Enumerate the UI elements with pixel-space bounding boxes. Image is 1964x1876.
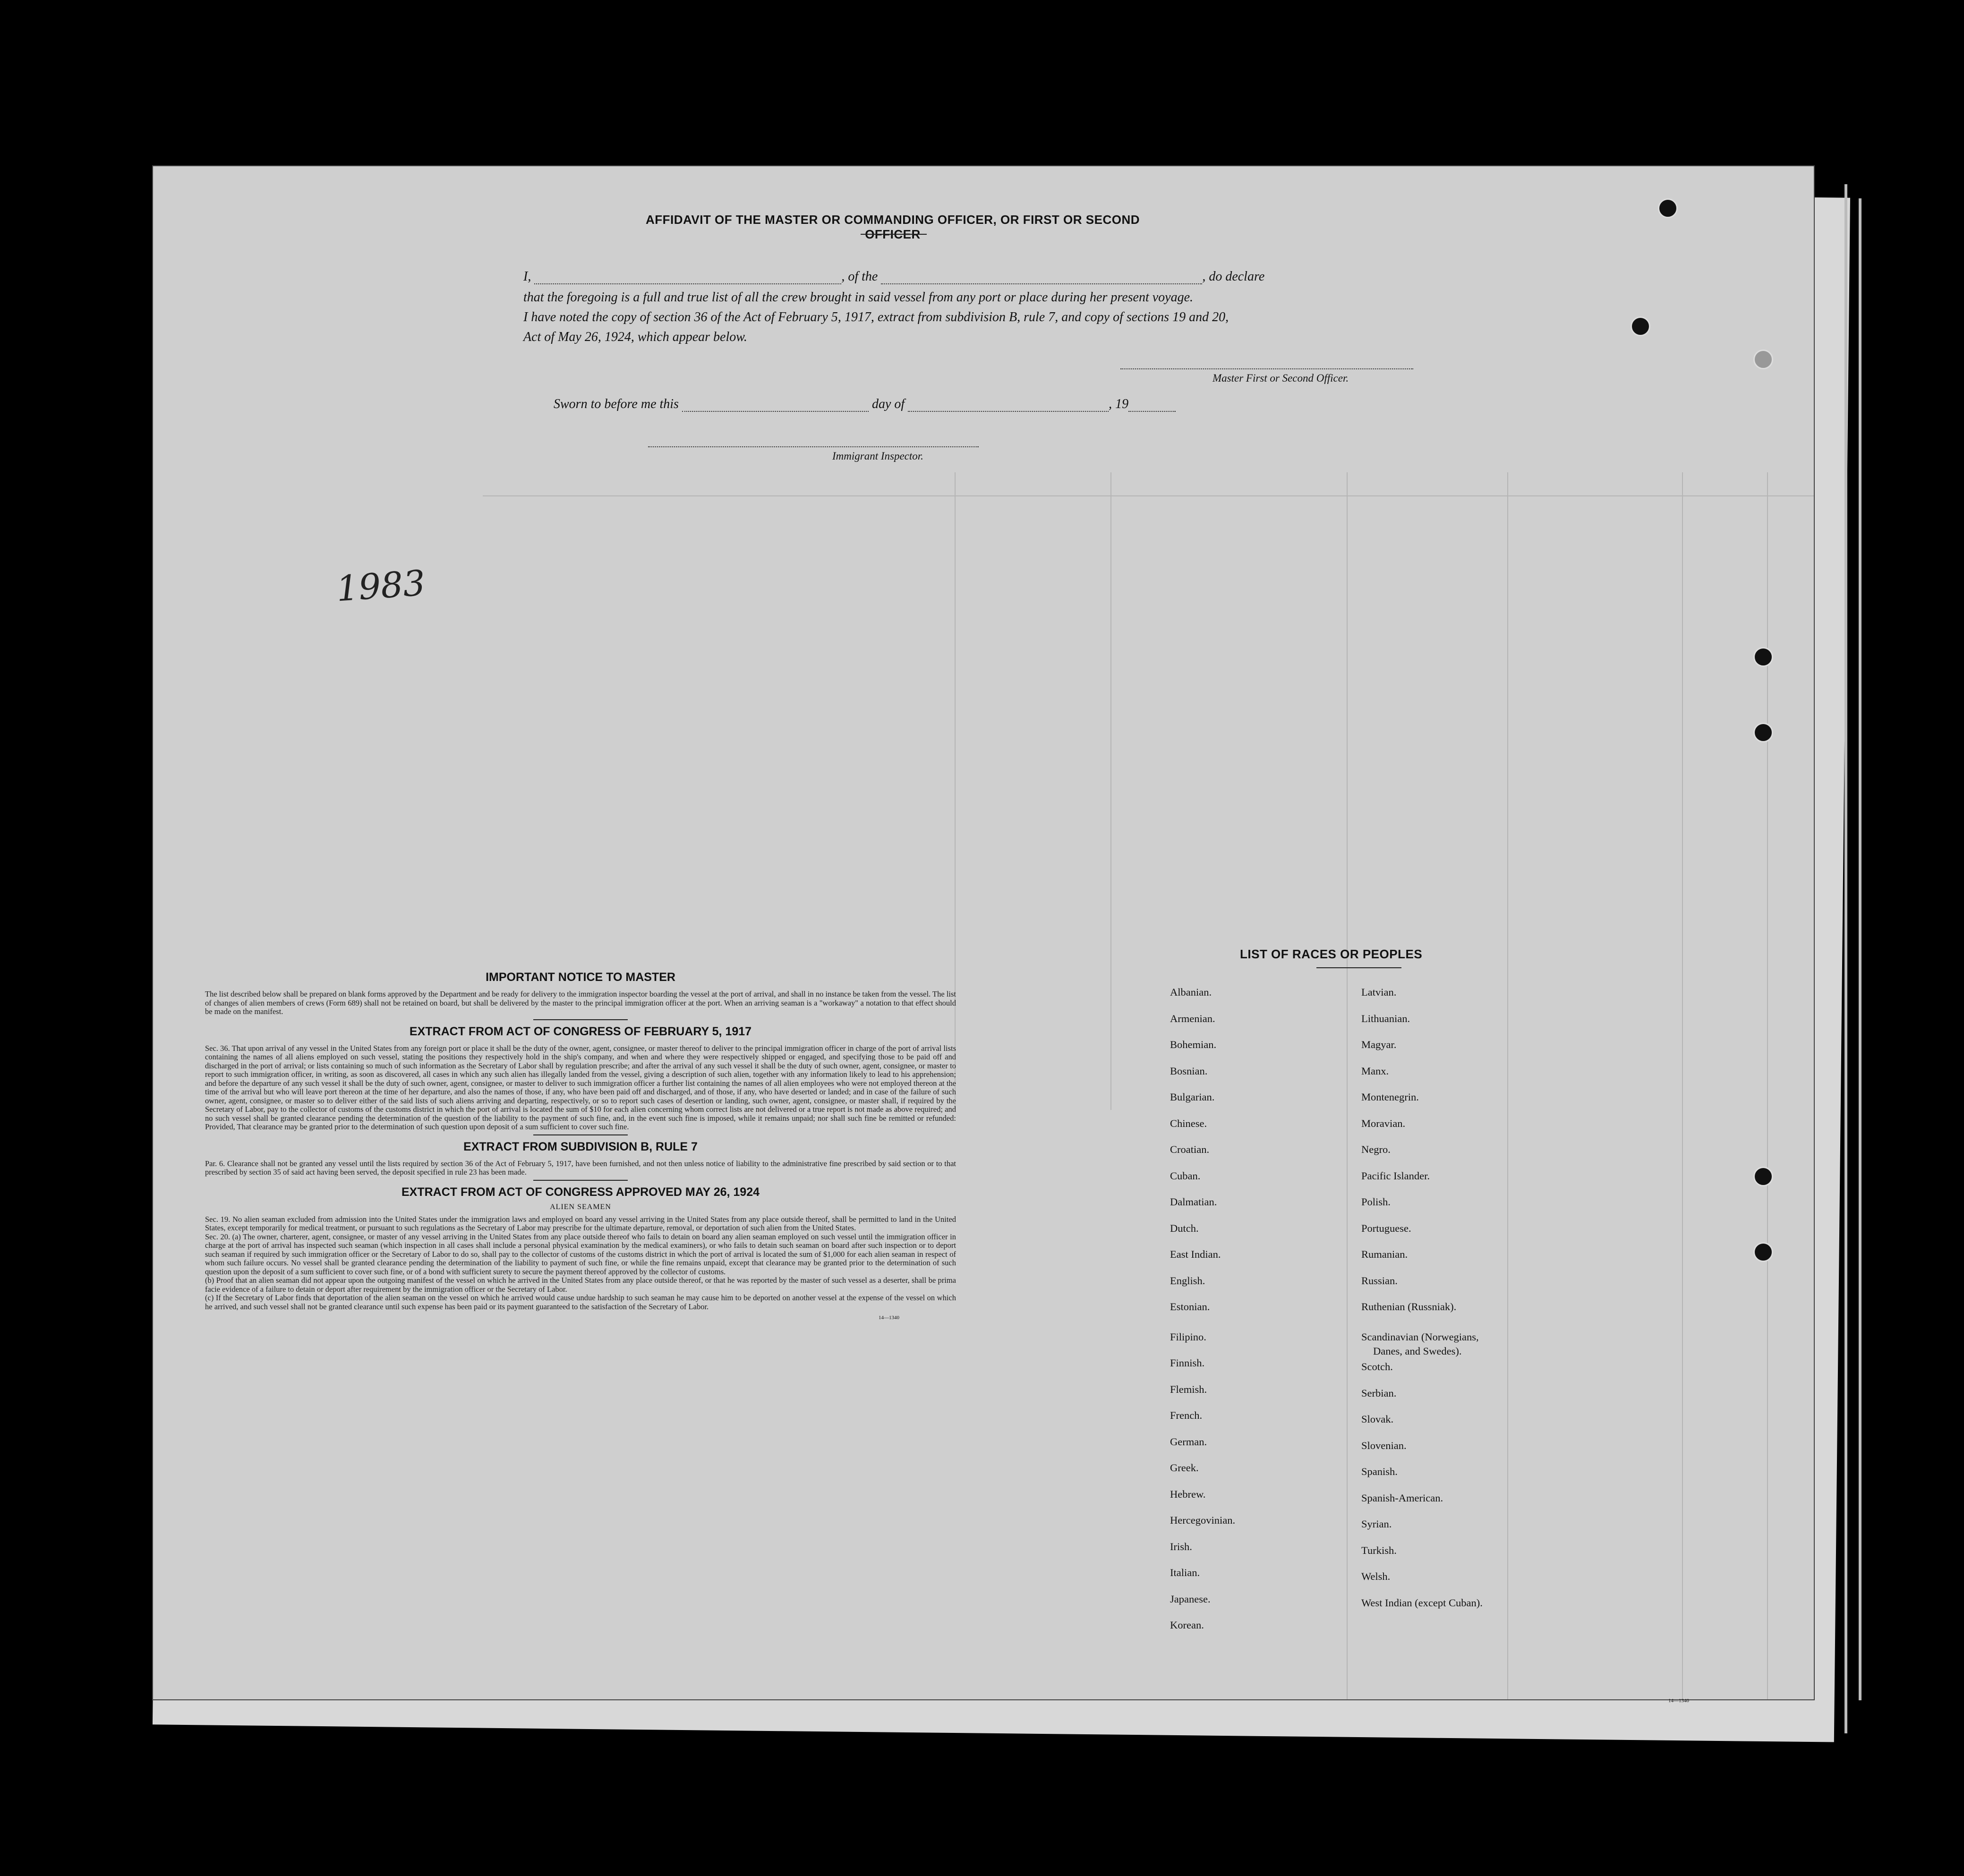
race-item: Moravian.: [1361, 1117, 1406, 1129]
sworn-year-blank[interactable]: [1128, 401, 1176, 412]
sworn-year: , 19: [1109, 397, 1129, 411]
master-signature-line[interactable]: [1120, 368, 1413, 369]
sworn-prefix: Sworn to before me this: [554, 397, 679, 411]
race-item: Rumanian.: [1361, 1248, 1408, 1260]
race-item: Syrian.: [1361, 1518, 1392, 1530]
race-item: Slovak.: [1361, 1413, 1394, 1425]
race-item: Magyar.: [1361, 1039, 1397, 1050]
divider: [861, 234, 927, 235]
race-item: Chinese.: [1170, 1117, 1207, 1129]
punch-hole: [1631, 316, 1650, 336]
race-item: Hercegovinian.: [1170, 1514, 1236, 1526]
notice-title: IMPORTANT NOTICE TO MASTER: [486, 971, 675, 984]
affidavit-line-3: I have noted the copy of section 36 of the Act of February 5, 1917, extract from subdivision B, rule 7, and copy of sections 19 and 20,: [523, 310, 1229, 324]
punch-hole: [1753, 723, 1773, 742]
race-item: Turkish.: [1361, 1544, 1397, 1556]
race-item: Croatian.: [1170, 1143, 1210, 1155]
race-item: Dalmatian.: [1170, 1196, 1217, 1208]
divider: [1316, 967, 1401, 968]
race-item: Korean.: [1170, 1619, 1204, 1631]
race-item: Bosnian.: [1170, 1065, 1208, 1077]
sworn-day: day of: [871, 397, 905, 411]
race-item: Italian.: [1170, 1567, 1200, 1578]
sworn-line: [554, 397, 1176, 412]
sworn-date-blank[interactable]: [682, 401, 869, 412]
race-item: East Indian.: [1170, 1248, 1221, 1260]
race-item: Flemish.: [1170, 1383, 1207, 1395]
race-item: West Indian (except Cuban).: [1361, 1596, 1483, 1609]
races-title: LIST OF RACES OR PEOPLES: [1240, 947, 1423, 961]
divider: [533, 1134, 628, 1135]
form-number: 14—1340: [1668, 1698, 1689, 1704]
rule7-text: Par. 6. Clearance shall not be granted any vessel until the lists required by section 36 of the Act of February 5, 1917, have been furnished, and not then unless notice of liability to the administrative fine prescribed by said section or to that prescribed by section 35 of said act having been served, the deposit specified in rule 23 has been made.: [205, 1159, 956, 1177]
affidavit-line-2: that the foregoing is a full and true list of all the crew brought in said vessel from any port or place during her present voyage.: [523, 290, 1194, 305]
race-item: French.: [1170, 1409, 1203, 1421]
race-item: Scotch.: [1361, 1361, 1393, 1373]
sec20b-text: (b) Proof that an alien seaman did not appear upon the outgoing manifest of the vessel on which he arrived in the United States from any place outside thereof, or that he was reported by the master of such vessel as a deserter, shall be prima facie evidence of a failure to detain or deport after requirement by the immigration officer or the Secretary of Labor.: [205, 1276, 956, 1294]
race-item: German.: [1170, 1435, 1207, 1448]
race-item: Welsh.: [1361, 1570, 1391, 1582]
inspector-signature-line[interactable]: [648, 446, 979, 447]
handwritten-number: 1983: [335, 563, 427, 610]
sworn-month-blank[interactable]: [908, 401, 1109, 412]
page-edge: [1859, 198, 1862, 1700]
affidavit-i: I,: [523, 269, 531, 284]
race-item: Greek.: [1170, 1462, 1199, 1474]
divider: [533, 1019, 628, 1020]
race-item: Spanish-American.: [1361, 1492, 1443, 1504]
race-item: English.: [1170, 1274, 1205, 1287]
vessel-blank[interactable]: [881, 274, 1202, 284]
sec20c-text: (c) If the Secretary of Labor finds that deportation of the alien seaman on the vessel on which he arrived would cause undue hardship to such seaman he may cause him to be deported on another vessel at the expense of the vessel on which he arrived, and such vessel shall not be granted clearance until such expense has been paid or its payment guaranteed to the satisfaction of the Secretary of Labor.: [205, 1293, 956, 1311]
affidavit-of-the: , of the: [841, 269, 878, 284]
race-item: Albanian.: [1170, 986, 1212, 998]
race-item: Filipino.: [1170, 1330, 1206, 1343]
race-item: Russian.: [1361, 1274, 1398, 1287]
race-item: Serbian.: [1361, 1387, 1397, 1399]
extract-1924-title: EXTRACT FROM ACT OF CONGRESS APPROVED MAY 26, 1924: [401, 1185, 760, 1199]
sec19-text: Sec. 19. No alien seaman excluded from admission into the United States under the immigration laws and employed on board any vessel arriving in the United States from any place outside thereof, shall be permitted to land in the United States, except temporarily for medical treatment, or pursuant to such regulations as the Secretary of Labor may prescribe for the ultimate departure, removal, or deportation of such alien from the United States.: [205, 1214, 956, 1232]
race-item: Latvian.: [1361, 986, 1397, 998]
race-item: Irish.: [1170, 1540, 1192, 1552]
race-item: Bohemian.: [1170, 1039, 1217, 1050]
notice-text: The list described below shall be prepared on blank forms approved by the Department and be ready for delivery to the immigration inspector boarding the vessel at the port of arrival, and shall in no instance be taken from the vessel. The list of changes of alien members of crews (Form 689) shall not be retained on board, but shall be delivered by the master to the principal immigration officer at the port. When an arriving seaman is a "workaway" a notation to that effect should be made on the manifest.: [205, 989, 956, 1016]
divider: [533, 1180, 628, 1181]
extract-1917-title: EXTRACT FROM ACT OF CONGRESS OF FEBRUARY 5, 1917: [409, 1024, 752, 1038]
race-item: Estonian.: [1170, 1301, 1210, 1313]
affidavit-title: AFFIDAVIT OF THE MASTER OR COMMANDING OFFICER, OR FIRST OR SECOND OFFICER: [646, 213, 1140, 241]
races-left-column: [1170, 986, 1235, 1646]
extract-1917-text: Sec. 36. That upon arrival of any vessel in the United States from any foreign port or place it shall be the duty of the owner, agent, consignee, or master thereof to deliver to the principal immigration officer in charge of the port of arrival lists containing the names of all aliens employed on such vessel, stating the positions they respectively hold in the ship's company, and when and where they were respectively shipped or engaged, and specifying those to be paid off and discharged in the port of arrival; or lists containing so much of such information as the Secretary of Labor shall by regulation prescribe; and after the arrival of any such vessel it shall be the duty of such owner, agent, consignee, or master to report to such immigration officer, in writing, as soon as discovered, all cases in which any such alien has illegally landed from the vessel, giving a description of such alien, together with any information likely to lead to his apprehension; and before the departure of any such vessel it shall be the duty of such owner, agent, consignee, or master to deliver to such immigration officer a further list containing the names of all alien employees who were not employed thereon at the time of the arrival but who will leave port thereon at the time of her departure, and also the names of those, if any, who have been paid off and discharged, and of those, if any, who have deserted or landed; and in case of the failure of such owner, agent, consignee, or master so to deliver either of the said lists of such aliens arriving and departing, respectively, or so to report such cases of desertion or landing, such owner, agent, consignee, or master shall, if required by the Secretary of Labor, pay to the collector of customs of the customs district in which the port of arrival is located the sum of $10 for each alien concerning whom correct lists are not delivered or a true report is not made as above required; and no such vessel shall be granted clearance pending the determination of the question of the liability to the payment of such fine, and, in the event such fine is imposed, while it remains unpaid; nor shall such fine be remitted or refunded: Provided, That clearance may be granted prior to the determination of such question upon deposit of a sum sufficient to cover such fine.: [205, 1043, 956, 1131]
form-number: 14—1340: [879, 1315, 899, 1321]
race-item: Portuguese.: [1361, 1222, 1411, 1234]
race-item: Slovenian.: [1361, 1439, 1407, 1451]
affidavit-declare: , do declare: [1202, 269, 1265, 284]
document-page: [152, 165, 1815, 1704]
race-item: Polish.: [1361, 1196, 1391, 1208]
race-item: Ruthenian (Russniak).: [1361, 1301, 1457, 1313]
sec20a-text: Sec. 20. (a) The owner, charterer, agent, consignee, or master of any vessel arriving in the United States from any place outside thereof who fails to detain on board any alien seaman employed on such vessel until the immigration officer in charge at the port of arrival has inspected such seaman (which inspection in all cases shall include a personal physical examination by the medical examiners), or who fails to detain such seaman on board after such inspection or to deport such seaman if required by such immigration officer or the Secretary of Labor to do so, shall pay to the collector of customs of the customs district in which the port of arrival is located the sum of $1,000 for each alien seaman in respect of whom such failure occurs. No vessel shall be granted clearance pending the determination of the liability to payment of such fine, or while the fine remains unpaid, except that clearance may be granted prior to the determination of such question upon the deposit of a sum sufficient to cover such fine, or of a bond with sufficient surety to secure the payment thereof approved by the collector of customs.: [205, 1232, 956, 1276]
master-label: Master First or Second Officer.: [1213, 372, 1349, 384]
race-item: Hebrew.: [1170, 1488, 1206, 1500]
notice-section: [205, 971, 956, 1321]
punch-hole: [1658, 198, 1678, 218]
race-item: Pacific Islander.: [1361, 1169, 1430, 1182]
alien-seamen-subtitle: ALIEN SEAMEN: [550, 1202, 611, 1211]
race-item: Finnish.: [1170, 1357, 1205, 1369]
punch-hole: [1753, 1167, 1773, 1186]
race-item: Montenegrin.: [1361, 1091, 1419, 1103]
race-item: Lithuanian.: [1361, 1012, 1410, 1024]
races-right-column: [1361, 986, 1483, 1623]
race-item: Armenian.: [1170, 1012, 1215, 1024]
affidavit-line-4: Act of May 26, 1924, which appear below.: [523, 330, 747, 344]
race-item: Japanese.: [1170, 1593, 1211, 1605]
race-item: Cuban.: [1170, 1169, 1201, 1182]
bleed-through-table: [152, 165, 1815, 1700]
race-item: Spanish.: [1361, 1466, 1398, 1477]
rule7-title: EXTRACT FROM SUBDIVISION B, RULE 7: [463, 1140, 698, 1153]
punch-hole: [1753, 350, 1773, 369]
punch-hole: [1753, 647, 1773, 667]
inspector-label: Immigrant Inspector.: [832, 450, 923, 462]
race-item: Negro.: [1361, 1143, 1391, 1155]
punch-hole: [1753, 1242, 1773, 1262]
race-item: Manx.: [1361, 1065, 1389, 1077]
race-item: Bulgarian.: [1170, 1091, 1215, 1103]
name-blank[interactable]: [534, 274, 841, 284]
affidavit-line-1: [523, 269, 1264, 284]
page-edge: [1844, 184, 1847, 1733]
race-item: Scandinavian (Norwegians,: [1361, 1330, 1479, 1343]
race-item: Dutch.: [1170, 1222, 1199, 1234]
race-item: Danes, and Swedes).: [1373, 1345, 1462, 1357]
